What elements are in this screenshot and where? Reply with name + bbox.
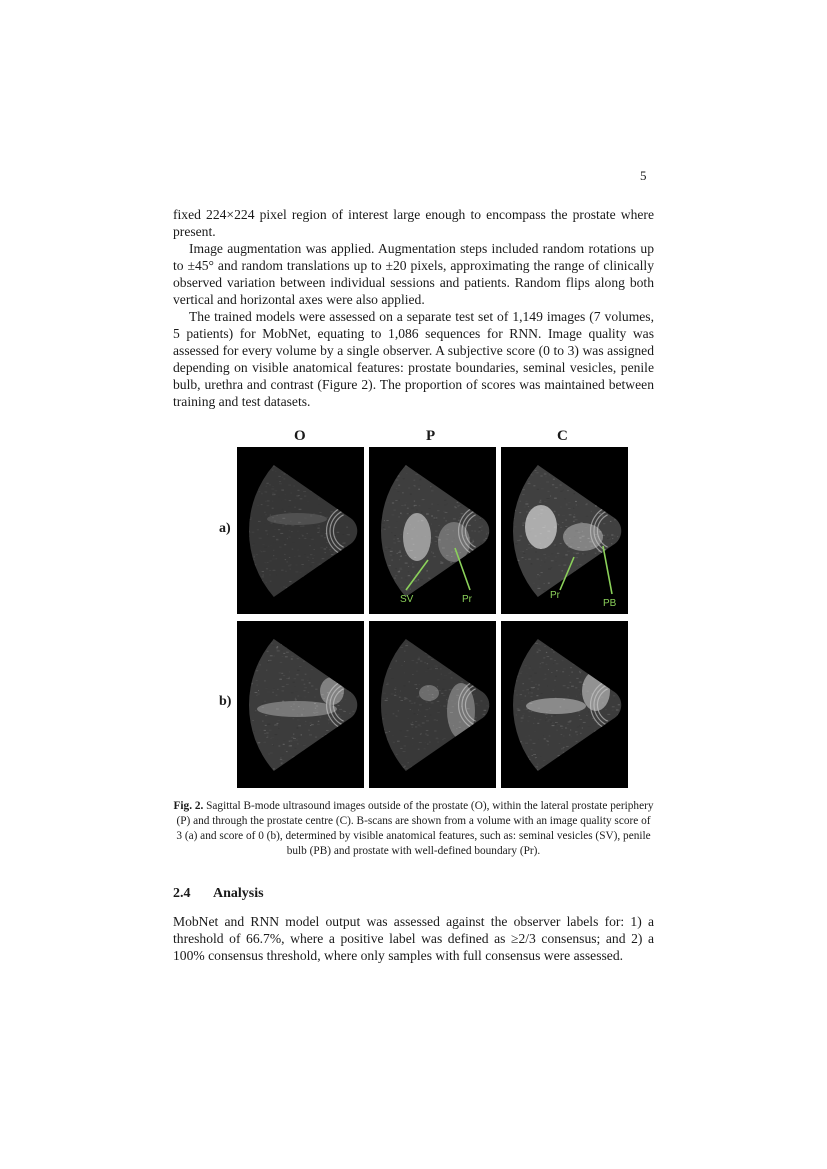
section-heading <box>173 886 264 902</box>
annotation-pb: PB <box>603 598 617 609</box>
pr-arrow-p <box>455 548 470 590</box>
annotation-pr-p: Pr <box>462 594 472 605</box>
section-body <box>173 913 654 964</box>
paragraph-1: fixed 224×224 pixel region of interest large enough to encompass the prostate where present. <box>173 207 654 239</box>
row-label-b: b) <box>219 694 232 709</box>
figure-caption-label: Fig. 2. <box>173 800 204 812</box>
figure-caption-text: Sagittal B-mode ultrasound images outside of the prostate (O), within the lateral prostate periphery (P) and through the prostate centre (C). B-scans are shown from a volume with an image quality score of 3 (a) and score of 0 (b), determined by visible anatomical features, such as: seminal vesicles (SV), penile bulb (PB) and prostate with well-defined boundary (Pr). <box>176 800 654 857</box>
pb-arrow <box>603 546 612 594</box>
figure-caption <box>173 799 654 859</box>
pr-arrow-c <box>560 557 574 590</box>
section-paragraph: MobNet and RNN model output was assessed against the observer labels for: 1) a threshold of 66.7%, where a positive label was defined as ≥2/3 consensus; and 2) a 100% consensus threshold, where only samples with full consensus were assessed. <box>173 914 654 963</box>
annotation-pr-c: Pr <box>550 590 560 601</box>
row-label-a: a) <box>219 521 231 536</box>
column-label-p: P <box>426 428 436 444</box>
column-label-c: C <box>557 428 568 444</box>
section-number: 2.4 <box>173 886 191 901</box>
column-label-o: O <box>294 428 306 444</box>
paragraph-3: The trained models were assessed on a separate test set of 1,149 images (7 volumes, 5 patients) for MobNet, equating to 1,086 sequences for RNN. Image quality was assessed for every volume by a single observer. A subjective score (0 to 3) was assigned depending on visible anatomical features: prostate boundaries, seminal vesicles, penile bulb, urethra and contrast (Figure 2). The proportion of scores was maintained between training and test datasets. <box>173 309 654 409</box>
section-title: Analysis <box>213 886 264 901</box>
annotation-sv: SV <box>400 594 414 605</box>
paragraph-2: Image augmentation was applied. Augmentation steps included random rotations up to ±45° and random translations up to ±20 pixels, approximating the range of clinically observed variation between individual sessions and patients. Random flips along both vertical and horizontal axes were also applied. <box>173 241 654 307</box>
page-number: 5 <box>640 168 647 183</box>
sv-arrow <box>406 560 428 590</box>
